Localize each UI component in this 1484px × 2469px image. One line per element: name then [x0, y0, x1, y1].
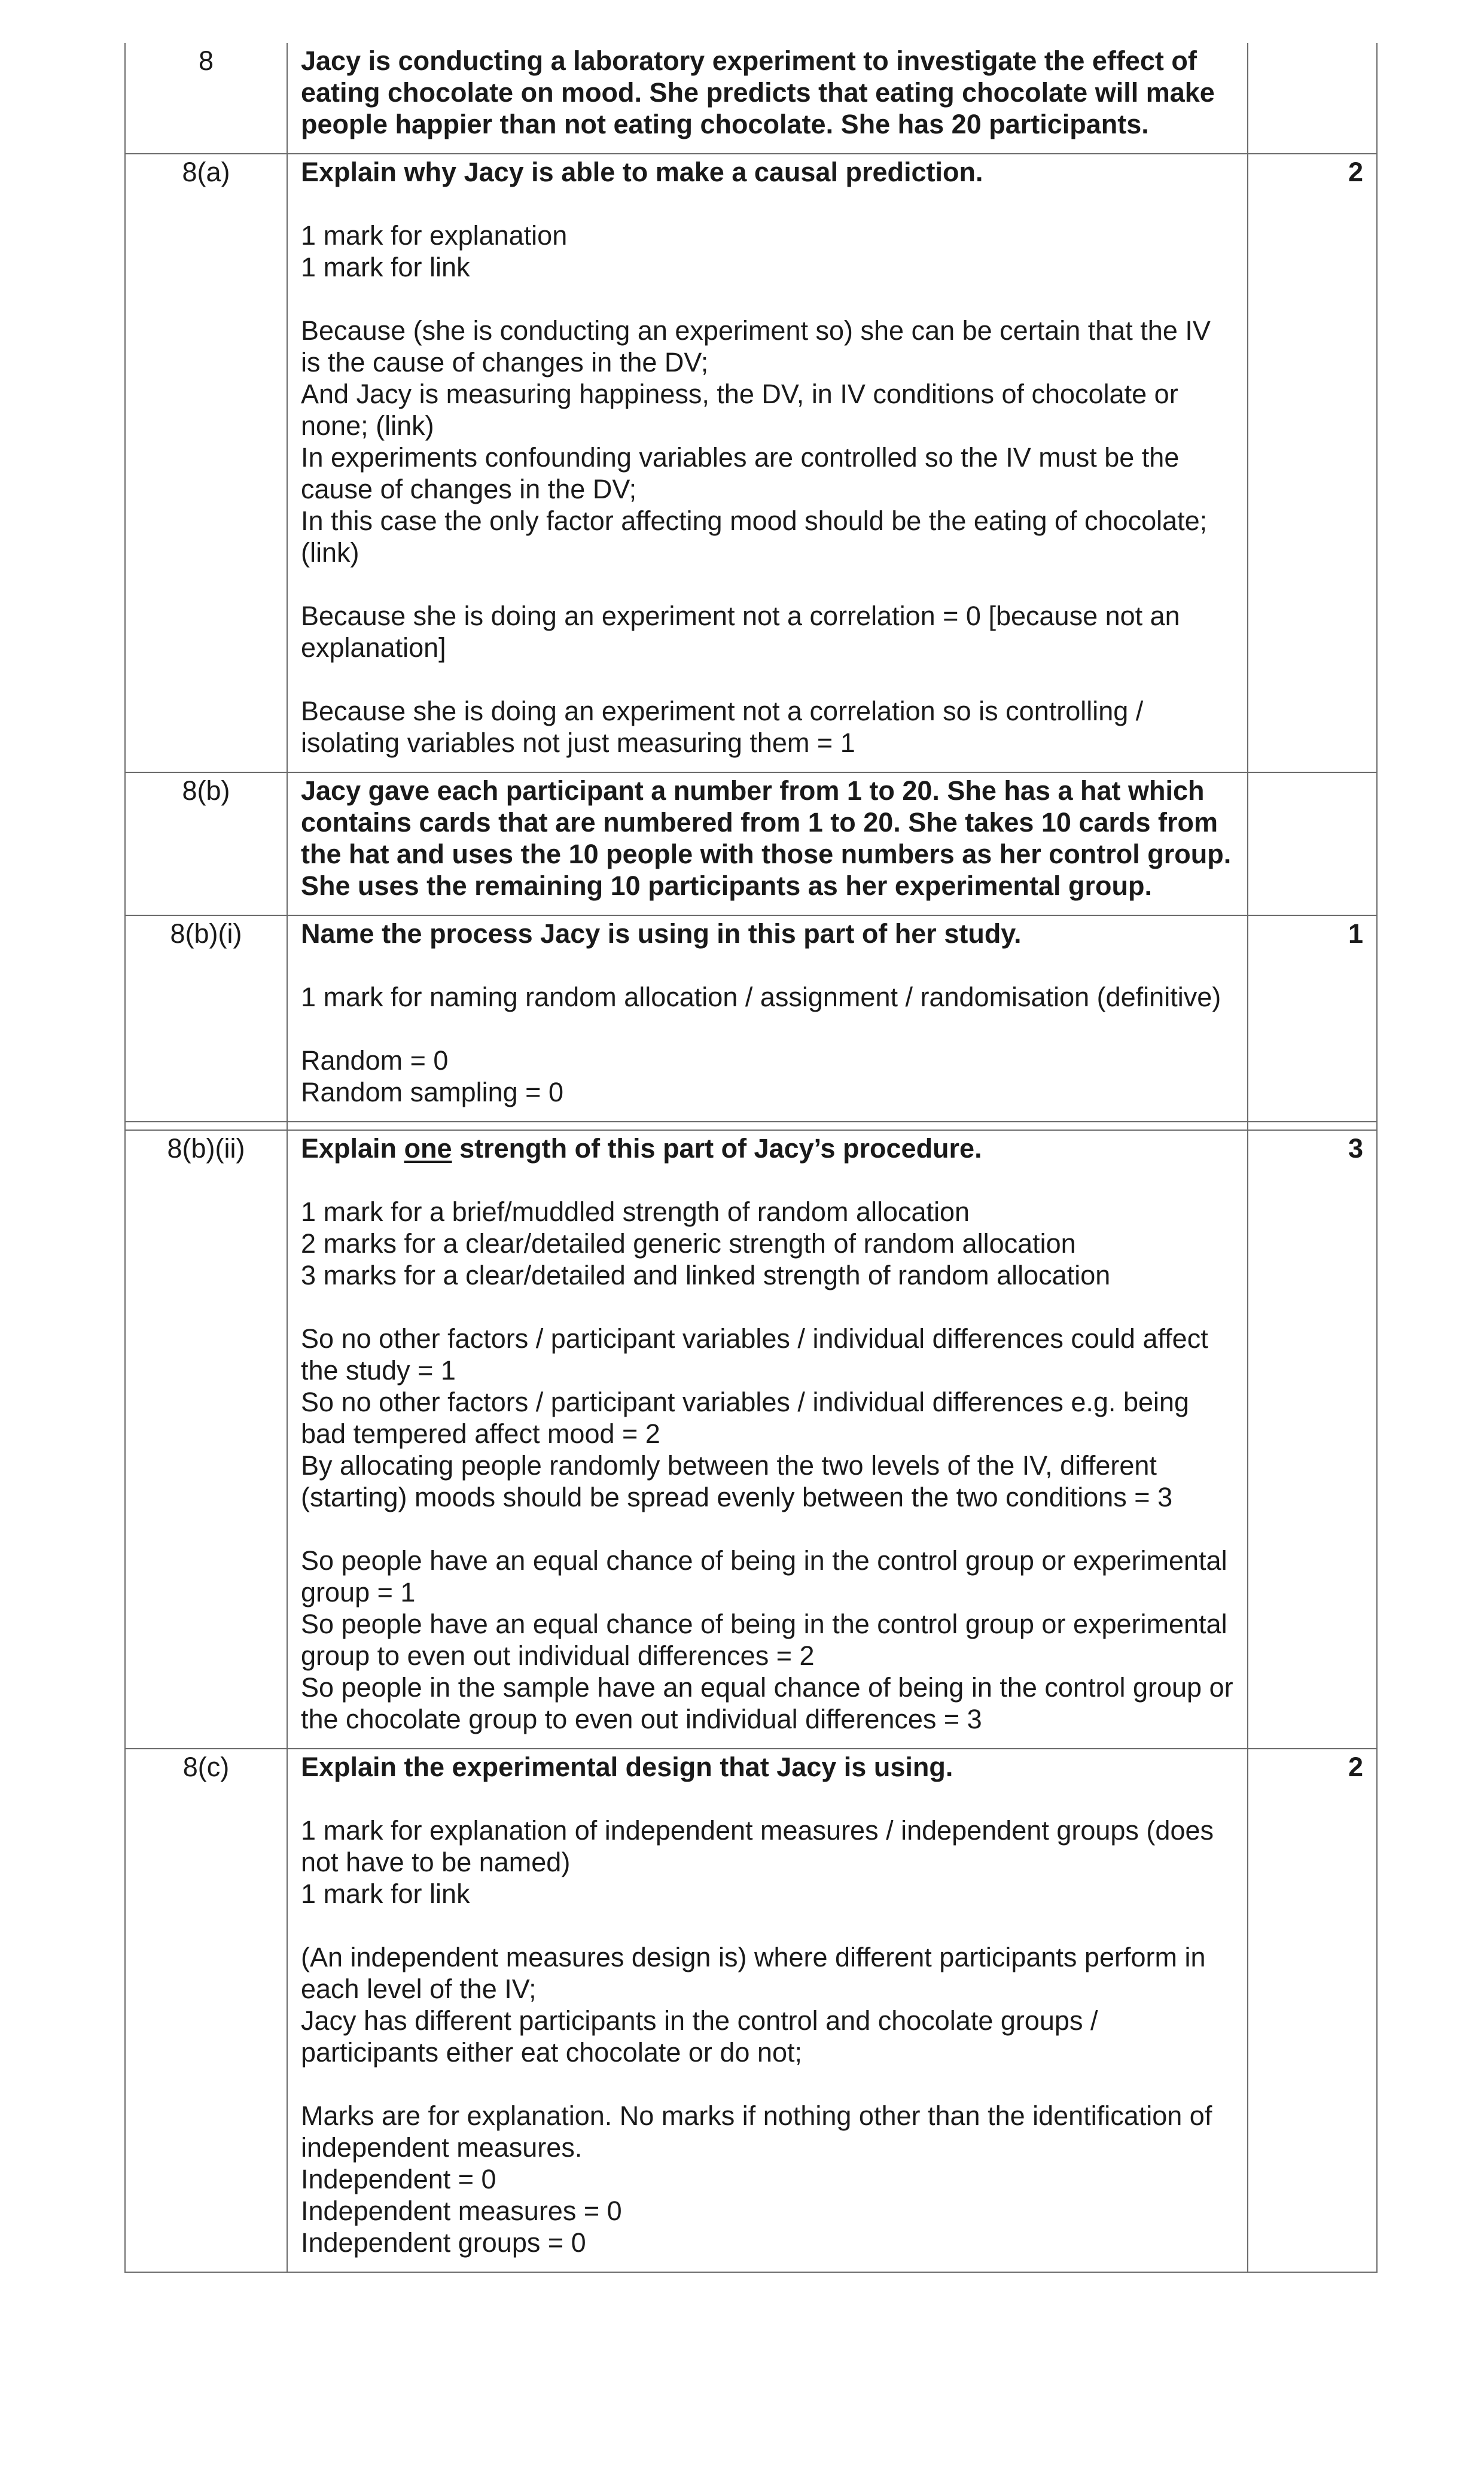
guidance-line: 1 mark for explanation [301, 220, 568, 251]
guidance-line: In experiments confounding variables are controlled so the IV must be the cause of changes in the DV; [301, 442, 1180, 504]
guidance-line: Random = 0 [301, 1045, 449, 1076]
guidance-line: So people in the sample have an equal chance of being in the control group or the chocolate group to even out individual differences = 3 [301, 1672, 1233, 1734]
guidance-line: Independent = 0 [301, 2164, 496, 2194]
question-text: Jacy is conducting a laboratory experiment to investigate the effect of eating chocolate on mood. She predicts that eating chocolate will make people happier than not eating chocolate. She has 20 participants. [301, 45, 1215, 139]
example-answer [301, 600, 1235, 663]
question-text-end: strength of this part of Jacy’s procedure. [452, 1133, 982, 1164]
marks-cell [1248, 43, 1377, 154]
example-answers [301, 1545, 1235, 1735]
guidance-line: Random sampling = 0 [301, 1077, 563, 1107]
question-text [301, 1132, 1235, 1164]
mark-allocation [301, 1815, 1235, 1910]
guidance-line: 1 mark for a brief/muddled strength of random allocation [301, 1197, 970, 1227]
question-cell [287, 1749, 1248, 2272]
guidance-line: By allocating people randomly between the two levels of the IV, different (starting) moods should be spread evenly between the two conditions = 3 [301, 1450, 1173, 1512]
guidance-line: Because (she is conducting an experiment so) she can be certain that the IV is the cause of changes in the DV; [301, 315, 1211, 377]
guidance-line: 2 marks for a clear/detailed generic strength of random allocation [301, 1228, 1076, 1259]
guidance-line: Because she is doing an experiment not a correlation = 0 [because not an explanation] [301, 601, 1180, 663]
example-answers [301, 2100, 1235, 2258]
guidance-line: (An independent measures design is) where different participants perform in each level of the IV; [301, 1942, 1206, 2004]
guidance-line: So no other factors / participant variables / individual differences e.g. being bad tempered affect mood = 2 [301, 1387, 1190, 1449]
guidance-line: 1 mark for naming random allocation / assignment / randomisation (definitive) [301, 982, 1221, 1012]
question-number: 8(b)(ii) [125, 1130, 287, 1749]
guidance-line: In this case the only factor affecting mood should be the eating of chocolate; (link) [301, 506, 1208, 568]
question-number: 8(a) [125, 154, 287, 772]
question-cell [287, 43, 1248, 154]
indicative-content [301, 1941, 1235, 2068]
guidance-line: So people have an equal chance of being in the control group or experimental group = 1 [301, 1545, 1227, 1608]
marks-cell: 2 [1248, 154, 1377, 772]
row-q8bii [125, 1130, 1377, 1749]
mark-allocation [301, 1196, 1235, 1291]
question-number: 8(b) [125, 772, 287, 915]
question-text: Explain the experimental design that Jacy is using. [301, 1752, 953, 1782]
guidance-line: 1 mark for link [301, 1879, 470, 1909]
question-cell [287, 915, 1248, 1122]
guidance-line: 1 mark for link [301, 252, 470, 282]
row-q8 [125, 43, 1377, 154]
marks-cell: 2 [1248, 1749, 1377, 2272]
marks-cell: 3 [1248, 1130, 1377, 1749]
question-cell [287, 772, 1248, 915]
guidance-line: Independent measures = 0 [301, 2196, 622, 2226]
guidance-line: Jacy has different participants in the control and chocolate groups / participants either eat chocolate or do not; [301, 2005, 1098, 2068]
marks-cell [1248, 772, 1377, 915]
question-text: Name the process Jacy is using in this part of her study. [301, 918, 1022, 949]
question-text: Jacy gave each participant a number from 1 to 20. She has a hat which contains cards that are numbered from 1 to 20. She takes 10 cards from the hat and uses the 10 people with those numbers as her control group. She uses the remaining 10 participants as her experimental group. [301, 775, 1232, 901]
question-number: 8(b)(i) [125, 915, 287, 1122]
mark-allocation [301, 981, 1235, 1013]
question-cell [287, 1130, 1248, 1749]
guidance-line: So people have an equal chance of being in the control group or experimental group to even out individual differences = 2 [301, 1609, 1227, 1671]
divider-cell [287, 1122, 1248, 1130]
marks-cell: 1 [1248, 915, 1377, 1122]
mark-allocation [301, 220, 1235, 283]
question-number: 8(c) [125, 1749, 287, 2272]
mark-scheme-table [124, 43, 1378, 2273]
example-answers [301, 1323, 1235, 1513]
question-text-start: Explain [301, 1133, 404, 1164]
indicative-content [301, 315, 1235, 568]
guidance-line: 1 mark for explanation of independent measures / independent groups (does not have to be named) [301, 1815, 1214, 1877]
example-answer [301, 1045, 1235, 1108]
example-answer [301, 695, 1235, 759]
question-cell [287, 154, 1248, 772]
row-q8bi [125, 915, 1377, 1122]
guidance-line: So no other factors / participant variables / individual differences could affect the study = 1 [301, 1323, 1208, 1386]
question-text-underlined: one [404, 1133, 452, 1164]
row-q8c [125, 1749, 1377, 2272]
divider-cell [1248, 1122, 1377, 1130]
guidance-line: And Jacy is measuring happiness, the DV, in IV conditions of chocolate or none; (link) [301, 379, 1178, 441]
row-q8a [125, 154, 1377, 772]
divider-cell [125, 1122, 287, 1130]
guidance-line: Independent groups = 0 [301, 2227, 586, 2258]
question-number: 8 [125, 43, 287, 154]
guidance-line: 3 marks for a clear/detailed and linked strength of random allocation [301, 1260, 1111, 1290]
row-q8b [125, 772, 1377, 915]
guidance-line: Marks are for explanation. No marks if nothing other than the identification of independent measures. [301, 2100, 1212, 2163]
row-divider [125, 1122, 1377, 1130]
guidance-line: Because she is doing an experiment not a correlation so is controlling / isolating variables not just measuring them = 1 [301, 696, 1144, 758]
question-text: Explain why Jacy is able to make a causal prediction. [301, 157, 983, 187]
